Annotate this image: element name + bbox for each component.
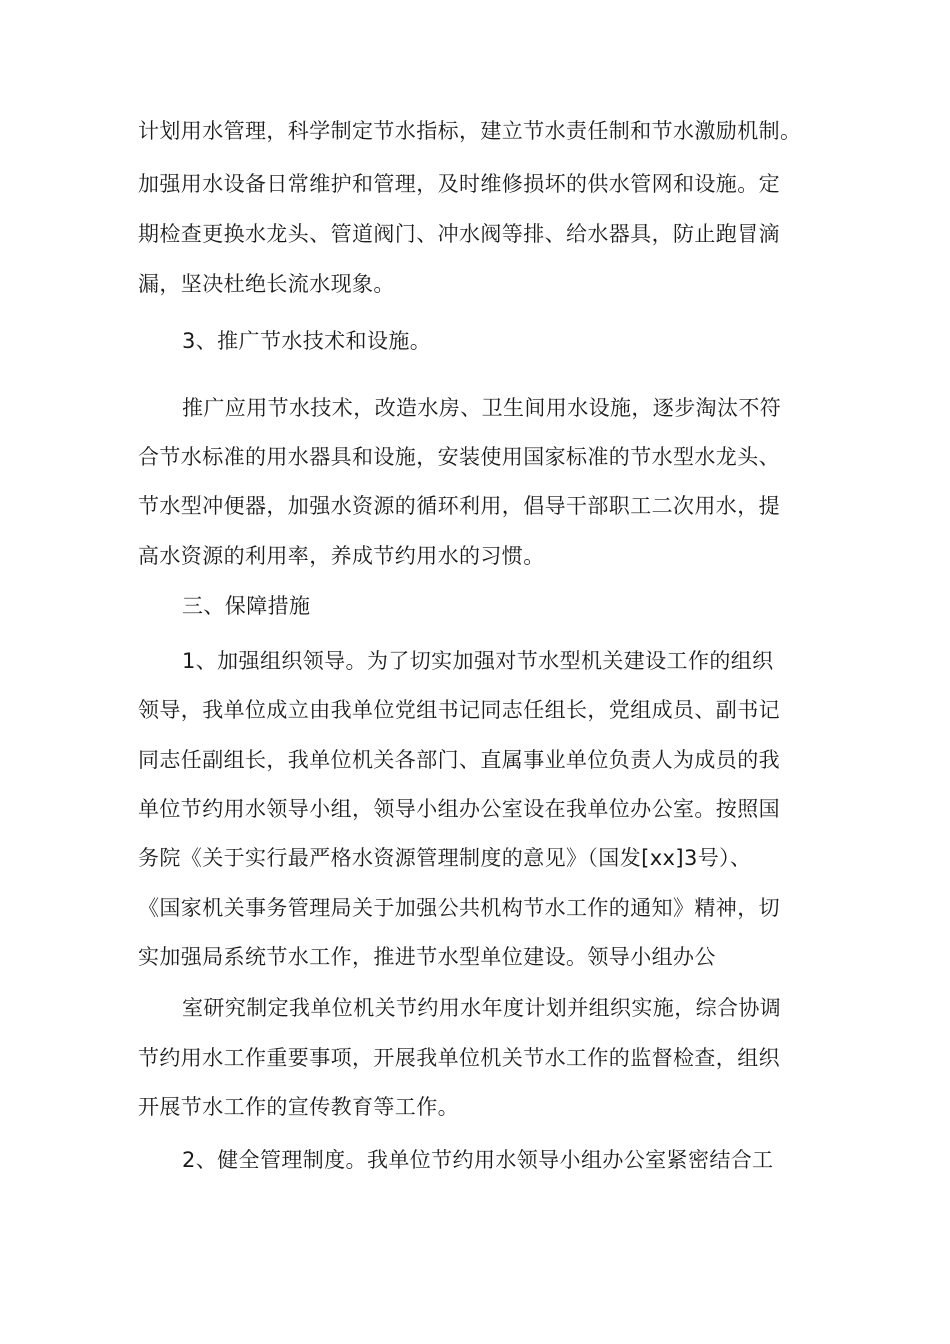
text-line: 领导，我单位成立由我单位党组书记同志任组长，党组成员、副书记 xyxy=(138,698,780,722)
text-line: 期检查更换水龙头、管道阀门、冲水阀等排、给水器具，防止跑冒滴 xyxy=(138,222,780,246)
text-line: 单位节约用水领导小组，领导小组办公室设在我单位办公室。按照国 xyxy=(138,797,780,821)
text-line: 合节水标准的用水器具和设施，安装使用国家标准的节水型水龙头、 xyxy=(138,445,780,469)
text-line: 务院《关于实行最严格水资源管理制度的意见》（国发[xx]3号）、 xyxy=(138,846,752,870)
text-line: 《国家机关事务管理局关于加强公共机构节水工作的通知》精神，切 xyxy=(138,896,780,920)
text-line: 同志任副组长，我单位机关各部门、直属事业单位负责人为成员的我 xyxy=(138,748,780,772)
text-line: 节约用水工作重要事项，开展我单位机关节水工作的监督检查，组织 xyxy=(138,1046,780,1070)
section-heading: 3、推广节水技术和设施。 xyxy=(182,329,432,353)
text-line: 实加强局系统节水工作，推进节水型单位建设。领导小组办公 xyxy=(138,945,716,969)
section-heading: 三、保障措施 xyxy=(182,594,311,618)
text-line: 加强用水设备日常维护和管理，及时维修损坏的供水管网和设施。定 xyxy=(138,172,780,196)
text-line: 节水型冲便器，加强水资源的循环利用，倡导干部职工二次用水，提 xyxy=(138,494,780,518)
text-line: 室研究制定我单位机关节约用水年度计划并组织实施，综合协调 xyxy=(182,996,782,1020)
text-line: 漏，坚决杜绝长流水现象。 xyxy=(138,272,395,296)
text-line: 计划用水管理，科学制定节水指标，建立节水责任制和节水激励机制。 xyxy=(138,119,802,143)
text-line: 高水资源的利用率，养成节约用水的习惯。 xyxy=(138,544,545,568)
text-line: 开展节水工作的宣传教育等工作。 xyxy=(138,1095,459,1119)
text-line: 推广应用节水技术，改造水房、卫生间用水设施，逐步淘汰不符 xyxy=(182,396,782,420)
text-line: 2、健全管理制度。我单位节约用水领导小组办公室紧密结合工 xyxy=(182,1148,774,1172)
text-line: 1、加强组织领导。为了切实加强对节水型机关建设工作的组织 xyxy=(182,649,774,673)
